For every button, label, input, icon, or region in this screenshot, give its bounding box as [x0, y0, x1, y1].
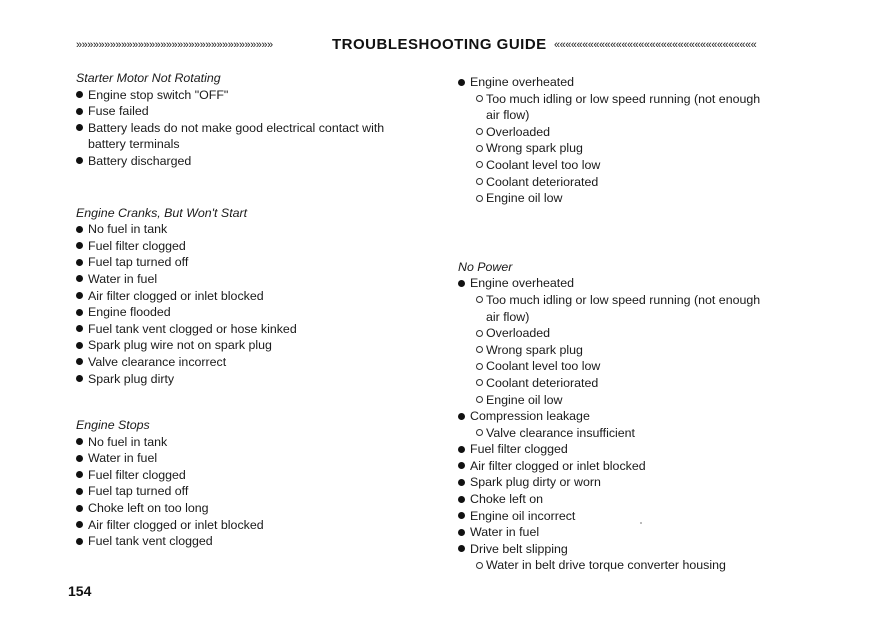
section-no-power — [456, 259, 816, 574]
list-item: Battery discharged — [74, 153, 454, 170]
list-item: Air filter clogged or inlet blocked — [74, 288, 454, 305]
list-item: Spark plug dirty or worn — [456, 474, 816, 491]
sub-item-continuation: air flow) — [486, 309, 530, 324]
right-column — [456, 74, 816, 574]
list-item: Fuel filter clogged — [456, 441, 816, 458]
list-item: Fuel tap turned off — [74, 254, 454, 271]
list-item: Engine flooded — [74, 304, 454, 321]
sub-item: Too much idling or low speed running (not enough — [456, 91, 816, 108]
page-header — [76, 36, 812, 58]
list-item: Fuel tank vent clogged or hose kinked — [74, 321, 454, 338]
sub-item: Coolant level too low — [456, 157, 816, 174]
section-starter-motor — [74, 70, 454, 170]
list-item: Air filter clogged or inlet blocked — [456, 458, 816, 475]
list-item: Engine stop switch "OFF" — [74, 87, 454, 104]
list-item: Fuel tap turned off — [74, 483, 454, 500]
list-item: No fuel in tank — [74, 434, 454, 451]
list-item: Engine overheated — [456, 275, 816, 292]
list-item: Fuel tank vent clogged — [74, 533, 454, 550]
list-item: No fuel in tank — [74, 221, 454, 238]
sub-item: Engine oil low — [456, 190, 816, 207]
list-item: Choke left on too long — [74, 500, 454, 517]
sub-item: Water in belt drive torque converter housing — [456, 557, 816, 574]
sub-item: Valve clearance insufficient — [456, 425, 816, 442]
left-column — [74, 70, 454, 550]
sub-item: Coolant level too low — [456, 358, 816, 375]
sub-item: Coolant deteriorated — [456, 174, 816, 191]
list-item: Fuel filter clogged — [74, 467, 454, 484]
list-item: Spark plug wire not on spark plug — [74, 337, 454, 354]
section-overheated-continued — [456, 74, 816, 207]
list-item: Water in fuel — [74, 271, 454, 288]
list-item: Fuse failed — [74, 103, 454, 120]
section-engine-stops — [74, 417, 454, 550]
section-heading: Engine Stops — [76, 418, 150, 433]
list-item: Fuel filter clogged — [74, 238, 454, 255]
sub-item: Engine oil low — [456, 392, 816, 409]
sub-item: Wrong spark plug — [456, 342, 816, 359]
sub-item: Coolant deteriorated — [456, 375, 816, 392]
list-item: Water in fuel — [74, 450, 454, 467]
list-item: Choke left on — [456, 491, 816, 508]
list-item-continuation: battery terminals — [88, 137, 180, 152]
list-item: Battery leads do not make good electrical contact with — [74, 120, 454, 137]
list-item: Air filter clogged or inlet blocked — [74, 517, 454, 534]
list-item: Drive belt slipping — [456, 541, 816, 558]
list-item: Engine oil incorrect — [456, 508, 816, 525]
list-item: Valve clearance incorrect — [74, 354, 454, 371]
sub-item: Overloaded — [456, 124, 816, 141]
scan-speck — [640, 522, 642, 524]
section-heading: Starter Motor Not Rotating — [76, 71, 221, 85]
list-item: Spark plug dirty — [74, 371, 454, 388]
list-item: Compression leakage — [456, 408, 816, 425]
section-heading: Engine Cranks, But Won't Start — [76, 205, 248, 220]
sub-item: Too much idling or low speed running (not enough — [456, 292, 816, 309]
sub-item: Wrong spark plug — [456, 140, 816, 157]
page-title: TROUBLESHOOTING GUIDE — [332, 36, 547, 53]
section-engine-cranks — [74, 205, 454, 388]
header-left-chevrons: »»»»»»»»»»»»»»»»»»»»»»»»»»»»»»»»»»» — [76, 39, 273, 51]
list-item: Water in fuel — [456, 524, 816, 541]
section-heading: No Power — [458, 259, 513, 274]
sub-item-continuation: air flow) — [486, 108, 530, 123]
list-item: Engine overheated — [456, 74, 816, 91]
sub-item: Overloaded — [456, 325, 816, 342]
header-right-chevrons: «««««««««««««««««««««««««««««««««««« — [554, 39, 757, 51]
page-number: 154 — [68, 583, 92, 599]
